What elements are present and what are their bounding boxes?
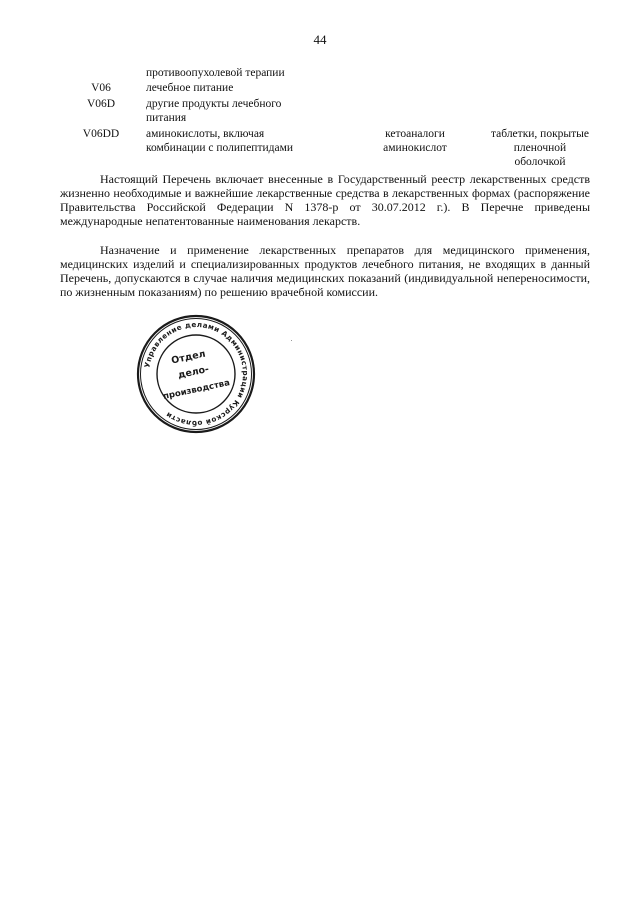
stamp-center-line: Отдел xyxy=(170,348,207,367)
scan-dot xyxy=(291,340,292,341)
atc-name xyxy=(146,81,346,95)
atc-code: V06 xyxy=(91,82,111,94)
atc-name-line: комбинации с полипептидами xyxy=(146,142,294,154)
atc-name-line: другие продукты лечебного xyxy=(146,98,282,110)
atc-table xyxy=(60,66,600,172)
page-number: 44 xyxy=(313,32,327,47)
paragraph-prescription: Назначение и применение лекарственных препаратов для медицинского применения, медицинских изделий и специализированных продуктов лечебного питания, не входящих в данный Перечень, допускаются в случае наличия медицинских показаний (индивидуальной непереносимости, по жизненным показаниям) по решению врачебной комиссии. xyxy=(60,243,590,299)
atc-name-line: противоопухолевой терапии xyxy=(146,67,285,79)
atc-form-line: таблетки, покрытые xyxy=(490,128,590,140)
table-row xyxy=(60,97,600,127)
table-row xyxy=(60,127,600,172)
atc-inn-line: аминокислот xyxy=(383,142,447,154)
atc-name-line: питания xyxy=(146,112,187,124)
atc-name xyxy=(146,97,346,125)
atc-name-line: аминокислоты, включая xyxy=(146,128,265,140)
atc-form-line: пленочной xyxy=(513,142,567,154)
atc-code: V06DD xyxy=(82,128,120,140)
stamp-center-line: производства xyxy=(162,378,231,402)
atc-code: V06D xyxy=(86,98,116,110)
atc-name-line: лечебное питание xyxy=(146,82,234,94)
atc-name xyxy=(146,66,346,80)
atc-inn-line: кетоаналоги xyxy=(385,128,445,140)
atc-dosage-form xyxy=(480,127,600,169)
stamp-ring-text: Управление делами Администрации Курской области xyxy=(142,319,251,429)
stamp-center-line: дело- xyxy=(176,363,211,382)
paragraph-scope: Настоящий Перечень включает внесенные в Государственный реестр лекарственных средств жизненно необходимые и важнейшие лекарственные средства в лекарственных формах (распоряжение Правительства Российской Федерации N 1378-р от 30.07.2012 г.). В Перечне приведены международные непатентованные наименования лекарств. xyxy=(60,172,590,228)
atc-inn xyxy=(355,127,475,155)
table-row xyxy=(60,66,600,81)
atc-form-line: оболочкой xyxy=(514,156,566,168)
office-stamp xyxy=(136,314,256,434)
table-row xyxy=(60,81,600,97)
atc-name xyxy=(146,127,346,155)
